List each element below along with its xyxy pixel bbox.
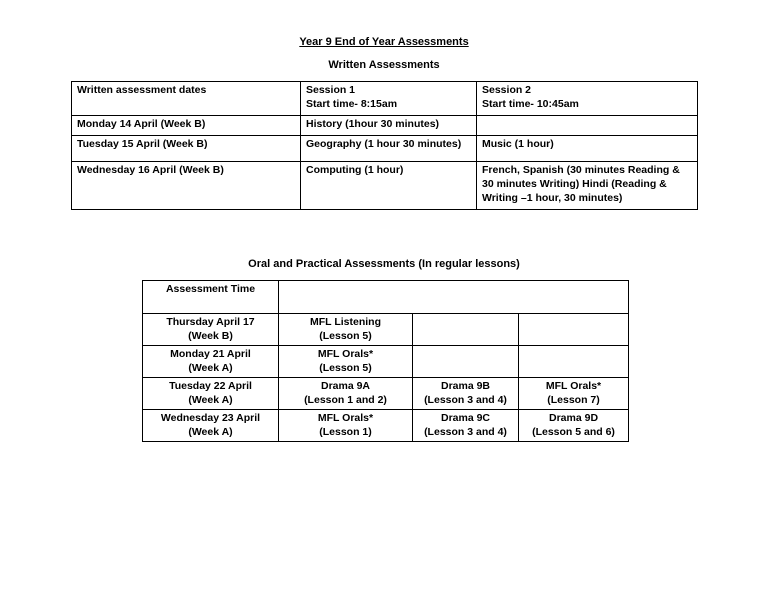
table-cell: MFL Orals* (Lesson 7)	[519, 378, 629, 410]
header-cell: Assessment Time	[143, 281, 279, 314]
table-cell: Monday 21 April (Week A)	[143, 346, 279, 378]
table-cell: Thursday April 17 (Week B)	[143, 314, 279, 346]
oral-assessments-heading: Oral and Practical Assessments (In regular lessons)	[248, 258, 520, 270]
table-cell: Tuesday 22 April (Week A)	[143, 378, 279, 410]
written-assessments-table	[71, 81, 698, 210]
table-cell: Wednesday 16 April (Week B)	[72, 162, 301, 210]
table-cell: Monday 14 April (Week B)	[72, 116, 301, 136]
table-cell: MFL Listening (Lesson 5)	[279, 314, 413, 346]
oral-assessments-table	[142, 280, 629, 442]
table-header-row	[72, 82, 698, 116]
table-cell: Drama 9D (Lesson 5 and 6)	[519, 410, 629, 442]
table-cell	[413, 314, 519, 346]
table-cell: MFL Orals* (Lesson 5)	[279, 346, 413, 378]
table-row	[143, 378, 629, 410]
table-cell: Wednesday 23 April (Week A)	[143, 410, 279, 442]
table-row	[143, 410, 629, 442]
table-cell	[477, 116, 698, 136]
table-cell: Drama 9C (Lesson 3 and 4)	[413, 410, 519, 442]
table-row	[143, 346, 629, 378]
table-cell	[519, 346, 629, 378]
table-row	[72, 136, 698, 162]
table-cell: Drama 9B (Lesson 3 and 4)	[413, 378, 519, 410]
table-cell: Computing (1 hour)	[301, 162, 477, 210]
table-cell	[519, 314, 629, 346]
table-cell: History (1hour 30 minutes)	[301, 116, 477, 136]
written-assessments-heading: Written Assessments	[328, 59, 440, 71]
document-title: Year 9 End of Year Assessments	[299, 36, 469, 48]
table-cell: French, Spanish (30 minutes Reading & 30 minutes Writing) Hindi (Reading & Writing –1 hour, 30 minutes)	[477, 162, 698, 210]
table-row	[143, 314, 629, 346]
table-cell: Geography (1 hour 30 minutes)	[301, 136, 477, 162]
header-cell-empty	[279, 281, 629, 314]
table-cell: Music (1 hour)	[477, 136, 698, 162]
table-row	[72, 116, 698, 136]
table-cell: Tuesday 15 April (Week B)	[72, 136, 301, 162]
table-header-row	[143, 281, 629, 314]
header-cell: Session 2 Start time- 10:45am	[477, 82, 698, 116]
table-cell	[413, 346, 519, 378]
table-cell: Drama 9A (Lesson 1 and 2)	[279, 378, 413, 410]
header-cell: Written assessment dates	[72, 82, 301, 116]
table-row	[72, 162, 698, 210]
header-cell: Session 1 Start time- 8:15am	[301, 82, 477, 116]
table-cell: MFL Orals* (Lesson 1)	[279, 410, 413, 442]
